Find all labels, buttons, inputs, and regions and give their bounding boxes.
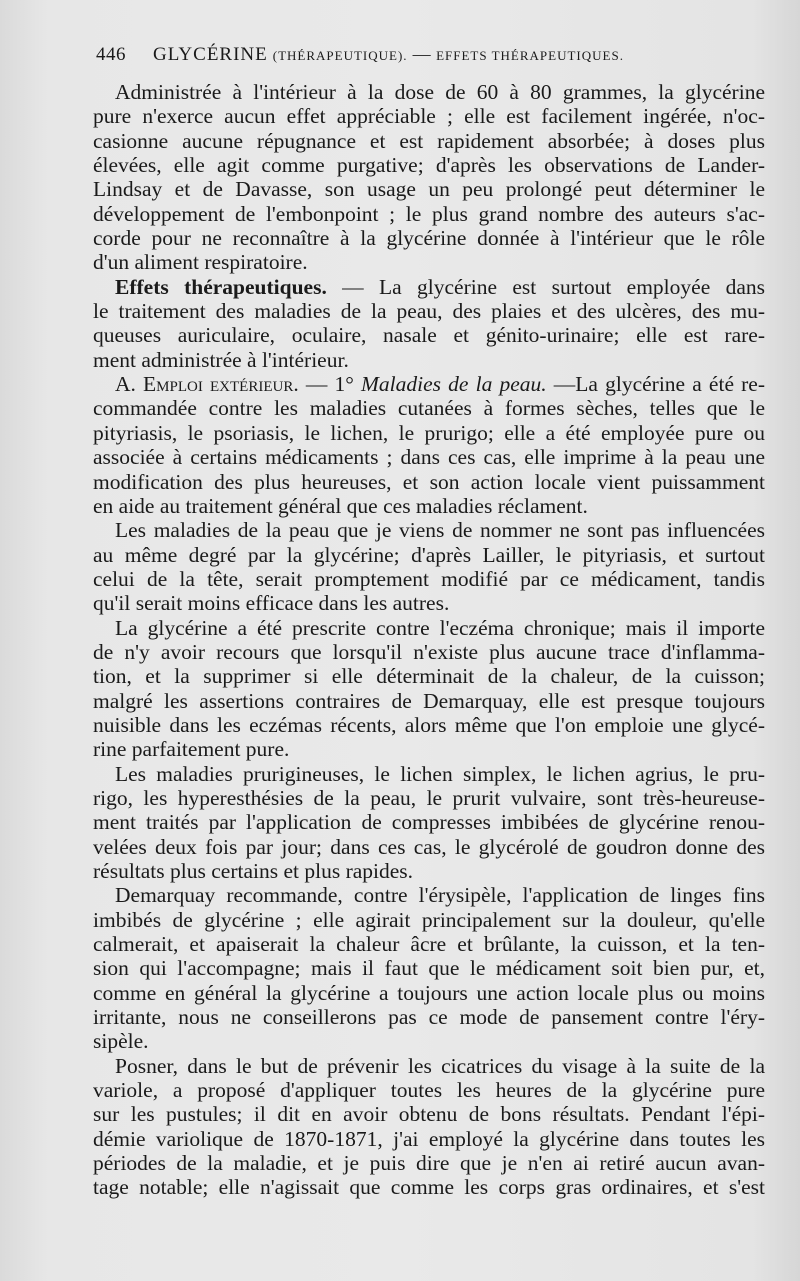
line-text: développement de l'embonpoint ; le plus grand nombre des auteurs s'ac- <box>93 201 765 226</box>
line-text: commandée contre les maladies cutanées à formes sèches, telles que le <box>93 396 765 421</box>
text-line <box>93 981 765 1005</box>
text-line <box>93 737 765 761</box>
line-text: malgré les assertions contraires de Demarquay, elle est presque toujours <box>93 688 765 713</box>
line-text: Les maladies de la peau que je viens de nommer ne sont pas influencées <box>115 518 765 543</box>
text-line <box>93 664 765 688</box>
text-line <box>93 1127 765 1151</box>
text-line <box>93 153 765 177</box>
text-line <box>93 591 765 615</box>
line-text: — 1° <box>298 372 361 397</box>
text-line <box>93 713 765 737</box>
line-text-cont: —La glycérine a été re- <box>546 372 765 397</box>
text-line <box>93 1151 765 1175</box>
line-text: casionne aucune répugnance et est rapidement absorbée; à doses plus <box>93 128 765 153</box>
line-text: de n'y avoir recours que lorsqu'il n'existe plus aucune trace d'inflamma- <box>93 639 765 664</box>
line-text: sion qui l'accompagne; mais il faut que le médicament soit bien pur, et, <box>93 956 765 981</box>
text-line <box>93 299 765 323</box>
text-line <box>93 859 765 883</box>
line-text: démie variolique de 1870-1871, j'ai employé la glycérine dans toutes les <box>93 1126 765 1151</box>
text-line <box>93 202 765 226</box>
line-text: calmerait, et apaiserait la chaleur âcre et brûlante, la cuisson, et la ten- <box>93 932 765 957</box>
line-text: Demarquay recommande, contre l'érysipèle, l'application de linges fins <box>115 883 765 908</box>
text-line <box>93 932 765 956</box>
line-text: rigo, les hyperesthésies de la peau, le prurit vulvaire, sont très-heureuse- <box>93 785 765 810</box>
text-line <box>93 810 765 834</box>
line-text: en aide au traitement général que ces maladies réclament. <box>93 493 588 518</box>
text-line <box>93 372 765 396</box>
line-text: modification des plus heureuses, et son action locale vient puissamment <box>93 469 765 494</box>
header-title: GLYCÉRINE <box>153 44 268 65</box>
line-text: sur les pustules; il dit en avoir obtenu de bons résultats. Pendant l'épi- <box>93 1102 765 1127</box>
text-line <box>93 1029 765 1053</box>
text-line <box>93 786 765 810</box>
line-text: Administrée à l'intérieur à la dose de 60 à 80 grammes, la glycérine <box>115 80 765 104</box>
text-line <box>93 616 765 640</box>
line-text: imbibés de glycérine ; elle agirait principalement sur la douleur, qu'elle <box>93 907 765 932</box>
page-number: 446 <box>96 44 126 65</box>
line-text: Lindsay et de Davasse, son usage un peu prolongé peut déterminer le <box>93 177 765 202</box>
line-text: pityriasis, le psoriasis, le lichen, le prurigo; elle a été employée pure ou <box>93 420 765 445</box>
line-text: La glycérine a été prescrite contre l'eczéma chronique; mais il importe <box>115 615 765 640</box>
line-text: qu'il serait moins efficace dans les autres. <box>93 591 450 616</box>
line-text: queuses auriculaire, oculaire, nasale et génito-urinaire; elle est rare- <box>93 323 765 348</box>
text-line <box>93 640 765 664</box>
text-line <box>93 348 765 372</box>
line-text: rine parfaitement pure. <box>93 737 290 762</box>
line-text: le traitement des maladies de la peau, des plaies et des ulcères, des mu- <box>93 299 765 324</box>
line-text: irritante, nous ne conseillerons pas ce mode de pansement contre l'éry- <box>93 1005 765 1030</box>
text-line <box>93 177 765 201</box>
text-line <box>93 129 765 153</box>
line-text: tion, et la supprimer si elle déterminait de la chaleur, de la cuisson; <box>93 664 765 689</box>
line-text: corde pour ne reconnaître à la glycérine donnée à l'intérieur que le rôle <box>93 226 765 251</box>
text-line <box>93 835 765 859</box>
text-line <box>93 1175 765 1199</box>
text-line <box>93 421 765 445</box>
text-line <box>93 908 765 932</box>
header-section: EFFETS THÉRAPEUTIQUES. <box>436 48 624 63</box>
section-heading: Effets thérapeutiques. <box>115 274 327 299</box>
text-line <box>93 689 765 713</box>
text-line <box>93 494 765 518</box>
line-text: associée à certains médicaments ; dans ces cas, elle imprime à la peau une <box>93 445 765 470</box>
section-label: A. Emploi extérieur. <box>115 372 299 397</box>
subsection-title: Maladies de la peau. <box>361 372 547 397</box>
text-line <box>93 226 765 250</box>
line-text: au même degré par la glycérine; d'après Lailler, le pityriasis, et surtout <box>93 542 765 567</box>
text-line <box>93 1102 765 1126</box>
line-text: celui de la tête, serait promptement modifié par ce médicament, tandis <box>93 566 765 591</box>
text-line <box>93 323 765 347</box>
line-text: variole, a proposé d'appliquer toutes les heures de la glycérine pure <box>93 1078 765 1103</box>
text-line <box>93 543 765 567</box>
running-header <box>96 44 756 74</box>
line-text: tage notable; elle n'agissait que comme les corps gras ordinaires, et s'est <box>93 1175 765 1200</box>
line-text: pure n'exerce aucun effet appréciable ; elle est facilement ingérée, n'oc- <box>93 104 765 129</box>
line-text: nuisible dans les eczémas récents, alors même que l'on emploie une glycé- <box>93 712 765 737</box>
line-text: — La glycérine est surtout employée dans <box>326 274 765 299</box>
text-line <box>93 396 765 420</box>
text-line <box>93 275 765 299</box>
line-text: Les maladies prurigineuses, le lichen simplex, le lichen agrius, le pru- <box>115 761 765 786</box>
line-text: Posner, dans le but de prévenir les cicatrices du visage à la suite de la <box>115 1053 765 1078</box>
line-text: d'un aliment respiratoire. <box>93 250 308 275</box>
line-text: élevées, elle agit comme purgative; d'après les observations de Lander- <box>93 153 765 178</box>
line-text: périodes de la maladie, et je puis dire que je n'en ai retiré aucun avan- <box>93 1151 765 1176</box>
text-line <box>93 1005 765 1029</box>
text-line <box>93 956 765 980</box>
line-text: résultats plus certains et plus rapides. <box>93 859 414 883</box>
line-text: ment traités par l'application de compresses imbibées de glycérine renou- <box>93 810 765 835</box>
text-line <box>93 1054 765 1078</box>
text-line <box>93 762 765 786</box>
header-dash: — <box>412 44 432 64</box>
text-line <box>93 470 765 494</box>
line-text: sipèle. <box>93 1029 149 1054</box>
text-line <box>93 518 765 542</box>
text-line <box>93 250 765 274</box>
text-line <box>93 1078 765 1102</box>
text-line <box>93 104 765 128</box>
header-subtitle: (THÉRAPEUTIQUE). <box>272 48 408 63</box>
text-line <box>93 883 765 907</box>
line-text: velées deux fois par jour; dans ces cas, le glycérolé de goudron donne des <box>93 834 765 859</box>
text-line <box>93 445 765 469</box>
text-line <box>93 567 765 591</box>
text-line <box>93 80 765 104</box>
line-text: ment administrée à l'intérieur. <box>93 347 349 372</box>
line-text: comme en général la glycérine a toujours une action locale plus ou moins <box>93 980 765 1005</box>
body-text <box>93 80 765 1200</box>
